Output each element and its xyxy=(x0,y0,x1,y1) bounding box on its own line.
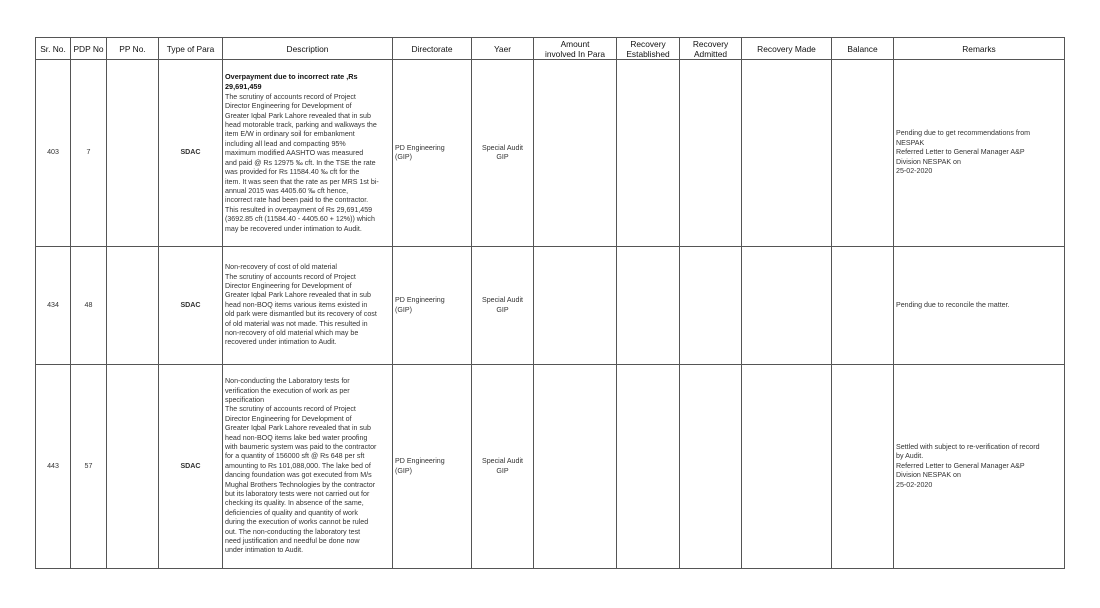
cell-recovery-made xyxy=(742,60,832,247)
cell-pdp-no: 7 xyxy=(71,60,107,247)
header-type-of-para: Type of Para xyxy=(159,38,223,60)
cell-directorate: PD Engineering (GIP) xyxy=(393,60,472,247)
cell-recovery-made xyxy=(742,247,832,365)
table-row xyxy=(36,365,1065,569)
cell-pp-no xyxy=(107,365,159,569)
cell-type-of-para: SDAC xyxy=(159,60,223,247)
cell-pdp-no: 48 xyxy=(71,247,107,365)
table-row xyxy=(36,247,1065,365)
table-header-row xyxy=(36,38,1065,60)
cell-description: Non-recovery of cost of old material The scrutiny of accounts record of Project Director Engineering for Development of Greater Iqbal Park Lahore revealed that in sub head non-BOQ items various items existed in old park were dismantled but its recovery of cost of old material was not made. This resulted in non-recovery of old material which may be recovered under intimation to Audit. xyxy=(223,247,393,365)
cell-recovery-admitted xyxy=(680,60,742,247)
header-sr-no: Sr. No. xyxy=(36,38,71,60)
audit-paras-table xyxy=(35,37,1065,569)
cell-recovery-admitted xyxy=(680,247,742,365)
cell-balance xyxy=(832,247,894,365)
cell-sr-no: 434 xyxy=(36,247,71,365)
header-balance: Balance xyxy=(832,38,894,60)
cell-recovery-made xyxy=(742,365,832,569)
cell-remarks: Pending due to get recommendations from NESPAK Referred Letter to General Manager A&P Division NESPAK on 25-02-2020 xyxy=(894,60,1065,247)
header-pdp-no: PDP No xyxy=(71,38,107,60)
header-recovery-established: Recovery Established xyxy=(617,38,680,60)
cell-remarks: Pending due to reconcile the matter. xyxy=(894,247,1065,365)
header-description: Description xyxy=(223,38,393,60)
cell-remarks: Settled with subject to re-verification of record by Audit. Referred Letter to General Manager A&P Division NESPAK on 25-02-2020 xyxy=(894,365,1065,569)
header-recovery-made: Recovery Made xyxy=(742,38,832,60)
cell-balance xyxy=(832,60,894,247)
cell-recovery-admitted xyxy=(680,365,742,569)
cell-description: Non-conducting the Laboratory tests for verification the execution of work as per specification The scrutiny of accounts record of Project Director Engineering for Development of Greater Iqbal Park Lahore revealed that in sub head non-BOQ items lake bed water proofing with baumeric system was paid to the contractor for a quantity of 156000 sft @ Rs 648 per sft amounting to Rs 101,088,000. The lake bed of dancing foundation was got executed from M/s Mughal Brothers Technologies by the contractor but its laboratory tests were not carried out for checking its quality. In absence of the same, deficiencies of quality and quantity of work during the execution of works cannot be ruled out. The non-conducting the laboratory test need justification and needful be done now under intimation to Audit. xyxy=(223,365,393,569)
cell-description xyxy=(223,60,393,247)
cell-balance xyxy=(832,365,894,569)
header-yaer: Yaer xyxy=(472,38,534,60)
cell-yaer: Special Audit GIP xyxy=(472,365,534,569)
cell-recovery-established xyxy=(617,247,680,365)
cell-directorate: PD Engineering (GIP) xyxy=(393,365,472,569)
cell-directorate: PD Engineering (GIP) xyxy=(393,247,472,365)
header-remarks: Remarks xyxy=(894,38,1065,60)
cell-pp-no xyxy=(107,247,159,365)
cell-type-of-para: SDAC xyxy=(159,365,223,569)
header-recovery-admitted: Recovery Admitted xyxy=(680,38,742,60)
cell-sr-no: 403 xyxy=(36,60,71,247)
header-pp-no: PP No. xyxy=(107,38,159,60)
table-row xyxy=(36,60,1065,247)
cell-amount xyxy=(534,247,617,365)
cell-recovery-established xyxy=(617,60,680,247)
cell-sr-no: 443 xyxy=(36,365,71,569)
cell-amount xyxy=(534,365,617,569)
header-amount: Amount involved In Para xyxy=(534,38,617,60)
cell-yaer: Special Audit GIP xyxy=(472,247,534,365)
header-directorate: Directorate xyxy=(393,38,472,60)
cell-type-of-para: SDAC xyxy=(159,247,223,365)
cell-amount xyxy=(534,60,617,247)
cell-pp-no xyxy=(107,60,159,247)
cell-pdp-no: 57 xyxy=(71,365,107,569)
description-heading: Overpayment due to incorrect rate ,Rs 29,691,459 xyxy=(225,72,358,92)
cell-yaer: Special Audit GIP xyxy=(472,60,534,247)
cell-recovery-established xyxy=(617,365,680,569)
description-body: The scrutiny of accounts record of Project Director Engineering for Development of Greater Iqbal Park Lahore revealed that in sub head motorable track, parking and walkways the item E/W in ordinary soil for embankment including all lead and compacting 95% maximum modified AASHTO was measured and paid @ Rs 12975 ‰ cft. In the TSE the rate was provided for Rs 11584.40 ‰ cft for the item. It was seen that the rate as per MRS 1st bi- annual 2015 was 4405.60 ‰ cft hence, incorrect rate had been paid to the contractor. This resulted in overpayment of Rs 29,691,459 (3692.85 cft (11584.40 - 4405.60 + 12%)) which may be recovered under intimation to Audit. xyxy=(225,92,379,233)
